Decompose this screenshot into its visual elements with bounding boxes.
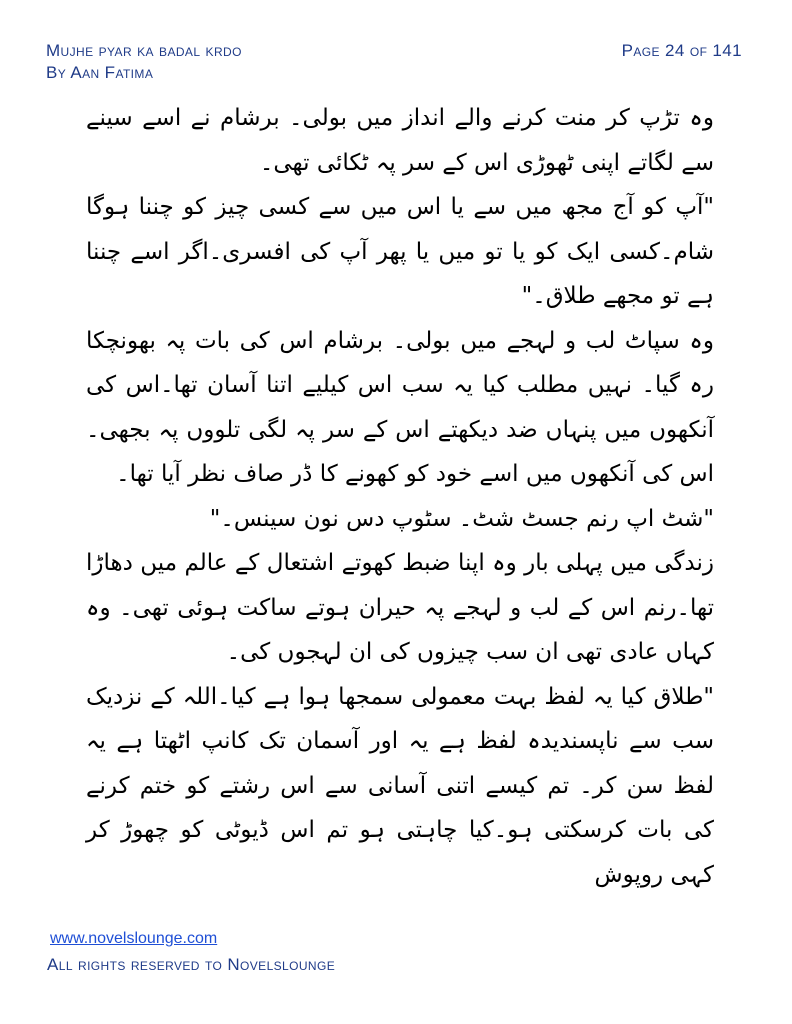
paragraph-4: "شٹ اپ رنم جسٹ شٹ۔ سٹوپ دس نون سینس۔" bbox=[209, 505, 714, 532]
paragraph-1: وہ تڑپ کر منت کرنے والے انداز میں بولی۔ برشام نے اسے سینے سے لگاتے اپنی ٹھوڑی اس کے سر پہ ٹکائی تھی۔ bbox=[86, 105, 714, 176]
paragraph-5: زندگی میں پہلی بار وہ اپنا ضبط کھوتے اشتعال کے عالم میں دھاڑا تھا۔رنم اس کے لب و لہجے پہ حیران ہوتے ساکت ہوئی تھی۔ وہ کہاں عادی تھی ان سب چیزوں کی ان لہجوں کی۔ bbox=[86, 550, 714, 665]
paragraph-3: وہ سپاٹ لب و لہجے میں بولی۔ برشام اس کی بات پہ بھونچکا رہ گیا۔ نہیں مطلب کیا یہ سب اس کیلیے اتنا آسان تھا۔اس کی آنکھوں میں پنہاں ضد دیکھتے اس کے سر پہ لگی تلووں پہ بجھی۔اس کی آنکھوں میں اسے خود کو کھونے کا ڈر صاف نظر آیا تھا۔ bbox=[86, 327, 714, 487]
paragraph-2: "آپ کو آج مجھ میں سے یا اس میں سے کسی چیز کو چننا ہوگا شام۔کسی ایک کو یا تو میں یا پھر آپ کی افسری۔اگر اسے چننا ہے تو مجھے طلاق۔" bbox=[86, 194, 714, 309]
page-number: Page 24 of 141 bbox=[621, 41, 742, 60]
novel-title: Mujhe pyar ka badal krdo bbox=[46, 41, 242, 60]
copyright-notice: All rights reserved to Novelslounge bbox=[47, 955, 336, 974]
author-name: By Aan Fatima bbox=[46, 63, 154, 82]
paragraph-6: "طلاق کیا یہ لفظ بہت معمولی سمجھا ہوا ہے کیا۔اللہ کے نزدیک سب سے ناپسندیدہ لفظ ہے یہ اور آسمان تک کانپ اٹھتا ہے یہ لفظ سن کر۔ تم کیسے اتنی آسانی سے اس رشتے کو ختم کرنے کی بات کرسکتی ہو۔کیا چاہتی ہو تم اس ڈیوٹی کو چھوڑ کر کہی روپوش bbox=[86, 683, 714, 888]
document-header-left bbox=[46, 40, 242, 84]
story-body bbox=[86, 96, 714, 897]
website-link[interactable]: www.novelslounge.com bbox=[50, 930, 218, 947]
